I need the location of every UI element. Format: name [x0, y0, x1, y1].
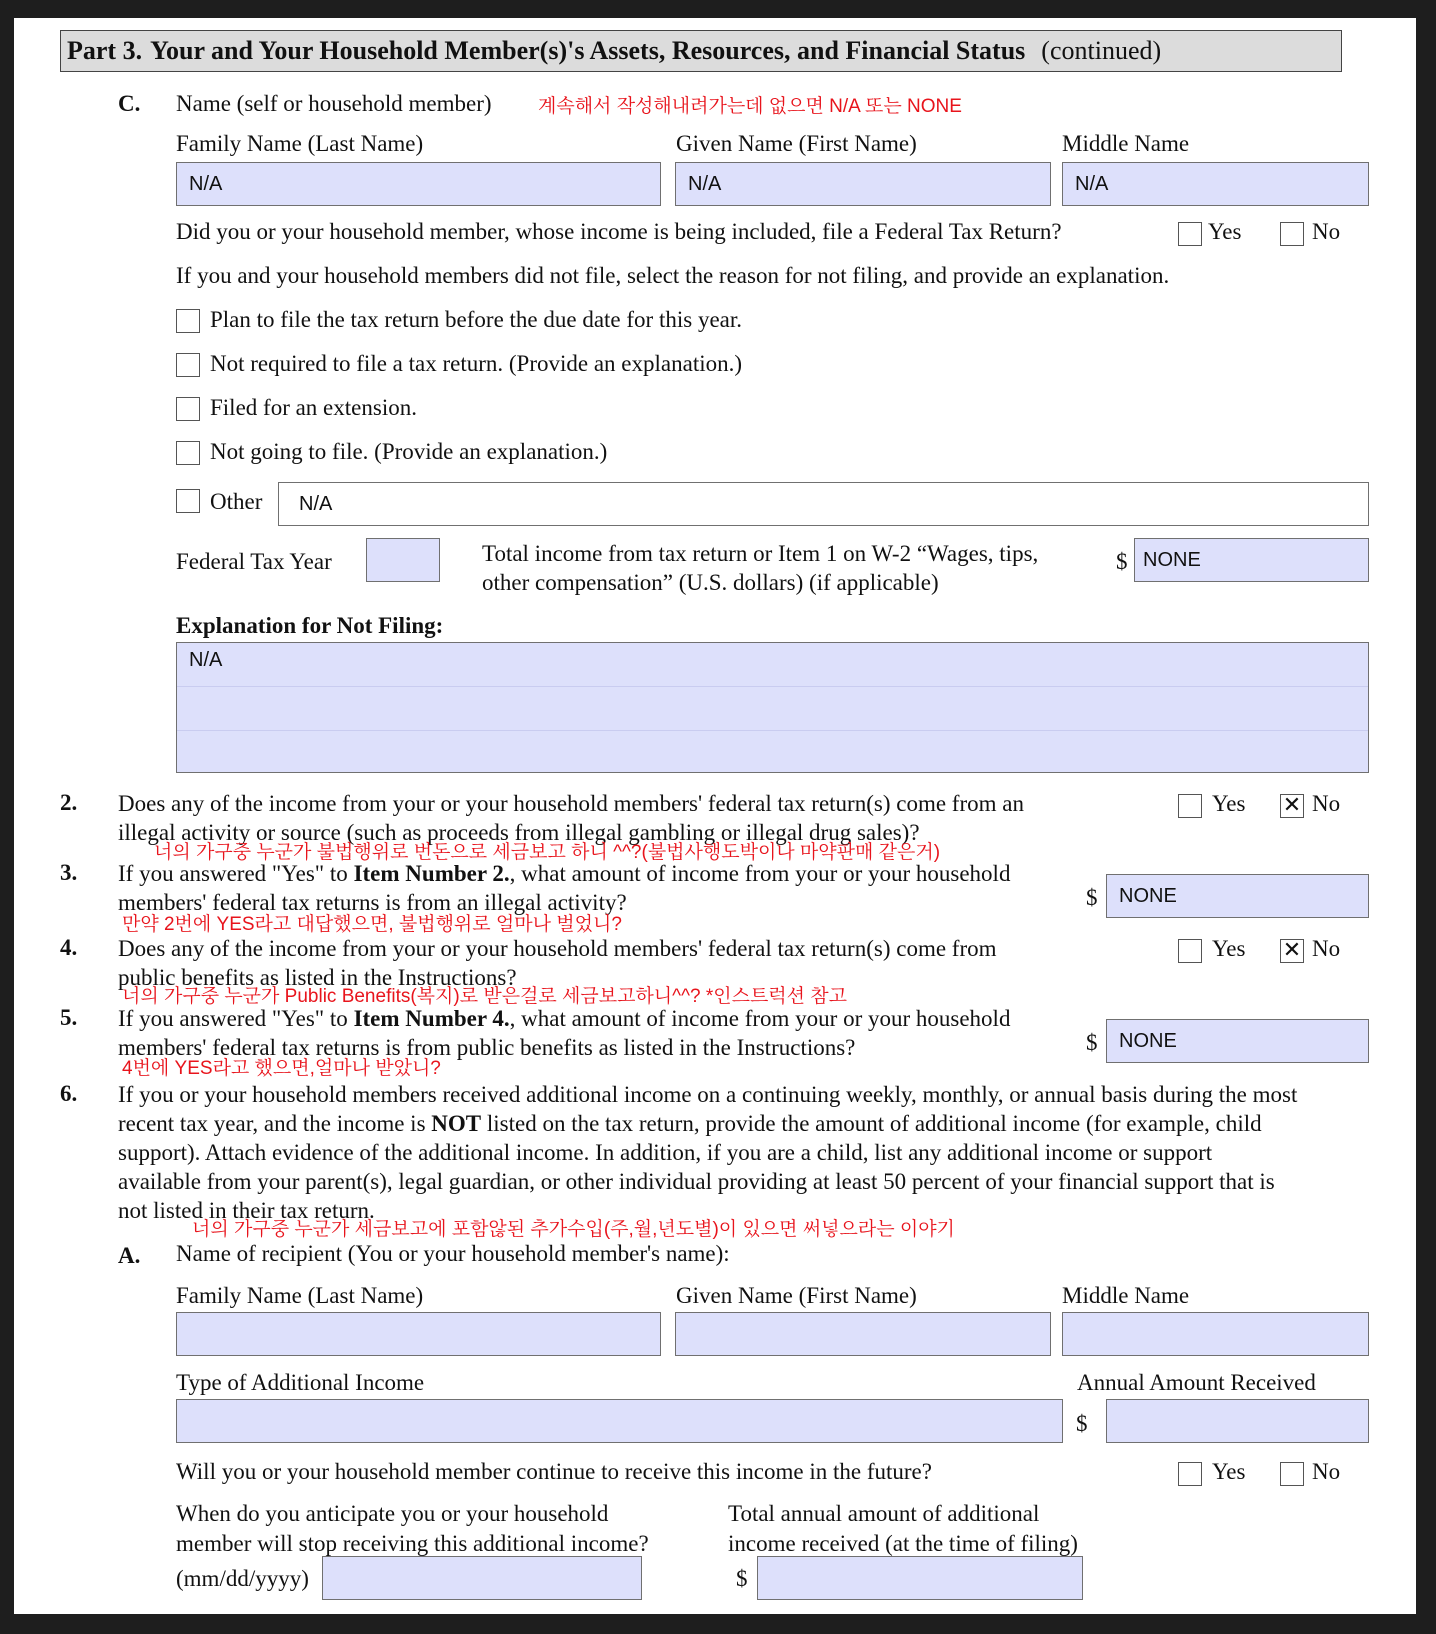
- filed-extension-checkbox[interactable]: [176, 397, 200, 421]
- recipient-middle-label: Middle Name: [1062, 1283, 1190, 1308]
- q6-line-5: not listed in their tax return.: [118, 1198, 375, 1223]
- q4-no-checkbox[interactable]: [1280, 939, 1304, 963]
- income-type-field[interactable]: [176, 1399, 1063, 1443]
- q4-no-label: No: [1312, 936, 1341, 961]
- stop-date-format: (mm/dd/yyyy): [176, 1566, 309, 1591]
- q6-line-1: If you or your household members received additional income on a continuing weekly, monthly, or annual basis during the most: [118, 1082, 1298, 1107]
- part-title: Your and Your Household Member(s)'s Assets, Resources, and Financial Status: [150, 36, 1026, 65]
- q4-number: 4.: [60, 935, 78, 960]
- continue-no-checkbox[interactable]: [1280, 1462, 1304, 1486]
- q3-line-1-bold: Item Number 2.: [353, 861, 510, 886]
- recipient-family-label: Family Name (Last Name): [176, 1283, 424, 1308]
- given-name-field[interactable]: N/A: [675, 162, 1051, 206]
- explanation-field[interactable]: [176, 642, 1369, 773]
- q2-no-checkbox[interactable]: [1280, 794, 1304, 818]
- q3-line-2: members' federal tax returns is from an illegal activity?: [118, 890, 627, 915]
- q6-line-3: support). Attach evidence of the additional income. In addition, if you are a child, list any additional income or support: [118, 1140, 1213, 1165]
- form-page: [14, 18, 1416, 1614]
- q5-line-1-pre: If you answered "Yes" to: [118, 1006, 354, 1031]
- q5-annotation: 4번에 YES라고 했으면,얼마나 받았니?: [122, 1058, 441, 1079]
- q2-line-2: illegal activity or source (such as proceeds from illegal gambling or illegal drug sales)?: [118, 820, 920, 845]
- plan-to-file-checkbox[interactable]: [176, 309, 200, 333]
- tax-return-question: Did you or your household member, whose income is being included, file a Federal Tax Return?: [176, 219, 1062, 244]
- middle-name-label: Middle Name: [1062, 131, 1190, 156]
- family-name-label: Family Name (Last Name): [176, 131, 424, 156]
- q6-number: 6.: [60, 1081, 78, 1106]
- income-type-label: Type of Additional Income: [176, 1370, 425, 1395]
- part-number: Part 3.: [67, 36, 143, 65]
- q3-amount-field[interactable]: NONE: [1106, 874, 1369, 918]
- q6-line-2: [118, 1110, 1262, 1137]
- q5-dollar-sign: $: [1086, 1030, 1098, 1055]
- q2-annotation: 너의 가구중 누군가 불법행위로 번돈으로 세금보고 하니 ^^?(불법사행도박이나 마약판매 같은거): [154, 842, 941, 863]
- q2-number: 2.: [60, 790, 78, 815]
- family-name-field[interactable]: N/A: [176, 162, 661, 206]
- other-field[interactable]: N/A: [278, 482, 1369, 526]
- annual-dollar-sign: $: [1076, 1411, 1088, 1436]
- not-required-checkbox[interactable]: [176, 353, 200, 377]
- q3-line-1-post: , what amount of income from your or your household: [509, 861, 1011, 886]
- field-line: [177, 686, 1368, 687]
- tax-return-no-label: No: [1312, 219, 1341, 244]
- total-additional-dollar: $: [736, 1566, 748, 1591]
- continue-yes-checkbox[interactable]: [1178, 1462, 1202, 1486]
- annotation-note: 계속해서 작성해내려가는데 없으면 N/A 또는 NONE: [538, 96, 962, 117]
- name-label: Name (self or household member): [176, 91, 492, 116]
- explanation-label: Explanation for Not Filing:: [176, 613, 444, 638]
- continue-yes-label: Yes: [1212, 1459, 1246, 1484]
- annual-amount-label: Annual Amount Received: [1077, 1370, 1316, 1395]
- annual-amount-field[interactable]: [1106, 1399, 1369, 1443]
- section-c-letter: C.: [118, 91, 141, 116]
- tax-return-yes-label: Yes: [1208, 219, 1242, 244]
- total-income-label-1: Total income from tax return or Item 1 on W-2 “Wages, tips,: [482, 541, 1039, 566]
- given-name-label: Given Name (First Name): [676, 131, 917, 156]
- total-additional-label-1: Total annual amount of additional: [728, 1501, 1040, 1526]
- q5-line-1-post: , what amount of income from your or your household: [509, 1006, 1011, 1031]
- tax-return-yes-checkbox[interactable]: [1178, 222, 1202, 246]
- q6-annotation: 너의 가구중 누군가 세금보고에 포함않된 추가수입(주,월,년도별)이 있으면 써넣으라는 이야기: [192, 1219, 955, 1240]
- recipient-middle-field[interactable]: [1062, 1312, 1369, 1356]
- plan-to-file-label: Plan to file the tax return before the due date for this year.: [210, 307, 742, 332]
- q5-amount-field[interactable]: NONE: [1106, 1019, 1369, 1063]
- q6-line-2-pre: recent tax year, and the income is: [118, 1111, 432, 1136]
- filed-extension-label: Filed for an extension.: [210, 395, 417, 420]
- q6-line-2-post: listed on the tax return, provide the amount of additional income (for example, child: [481, 1111, 1262, 1136]
- continue-no-label: No: [1312, 1459, 1341, 1484]
- explanation-value: N/A: [189, 649, 223, 671]
- q6-line-2-bold: NOT: [431, 1111, 482, 1136]
- q4-line-1: Does any of the income from your or your household members' federal tax return(s) come from: [118, 936, 997, 961]
- q2-line-1: Does any of the income from your or your household members' federal tax return(s) come from an: [118, 791, 1024, 816]
- recipient-given-field[interactable]: [675, 1312, 1051, 1356]
- total-additional-field[interactable]: [757, 1556, 1083, 1600]
- total-income-label-2: other compensation” (U.S. dollars) (if applicable): [482, 570, 939, 595]
- q3-line-1: [118, 860, 1010, 887]
- q4-yes-checkbox[interactable]: [1178, 939, 1202, 963]
- other-checkbox[interactable]: [176, 489, 200, 513]
- q4-yes-label: Yes: [1212, 936, 1246, 961]
- section-a-letter: A.: [118, 1243, 141, 1268]
- q5-number: 5.: [60, 1005, 78, 1030]
- stop-date-label-1: When do you anticipate you or your household: [176, 1501, 609, 1526]
- q4-line-2: public benefits as listed in the Instructions?: [118, 965, 517, 990]
- q5-line-2: members' federal tax returns is from public benefits as listed in the Instructions?: [118, 1035, 856, 1060]
- other-label: Other: [210, 489, 263, 514]
- not-going-to-file-label: Not going to file. (Provide an explanation.): [210, 439, 608, 464]
- recipient-given-label: Given Name (First Name): [676, 1283, 917, 1308]
- tax-year-field[interactable]: [366, 538, 440, 582]
- continue-question: Will you or your household member continue to receive this income in the future?: [176, 1459, 932, 1484]
- reason-intro: If you and your household members did not file, select the reason for not filing, and provide an explanation.: [176, 263, 1170, 288]
- q2-no-label: No: [1312, 791, 1341, 816]
- total-income-field[interactable]: NONE: [1134, 538, 1369, 582]
- tax-return-no-checkbox[interactable]: [1280, 222, 1304, 246]
- part-3-header: [60, 30, 1342, 72]
- q2-yes-label: Yes: [1212, 791, 1246, 816]
- q3-annotation: 만약 2번에 YES라고 대답했으면, 불법행위로 얼마나 벌었니?: [122, 914, 622, 935]
- q2-yes-checkbox[interactable]: [1178, 794, 1202, 818]
- not-going-to-file-checkbox[interactable]: [176, 441, 200, 465]
- not-required-label: Not required to file a tax return. (Provide an explanation.): [210, 351, 743, 376]
- q3-number: 3.: [60, 860, 78, 885]
- total-additional-label-2: income received (at the time of filing): [728, 1531, 1078, 1556]
- q5-line-1: [118, 1005, 1010, 1032]
- dollar-sign: $: [1116, 549, 1128, 574]
- recipient-family-field[interactable]: [176, 1312, 661, 1356]
- q3-line-1-pre: If you answered "Yes" to: [118, 861, 354, 886]
- q5-line-1-bold: Item Number 4.: [353, 1006, 510, 1031]
- recipient-label: Name of recipient (You or your household member's name):: [176, 1241, 730, 1266]
- q3-dollar-sign: $: [1086, 885, 1098, 910]
- middle-name-field[interactable]: N/A: [1062, 162, 1369, 206]
- stop-date-field[interactable]: [322, 1556, 642, 1600]
- field-line: [177, 730, 1368, 731]
- q6-line-4: available from your parent(s), legal guardian, or other individual providing at least 50 percent of your financial support that is: [118, 1169, 1275, 1194]
- stop-date-label-2: member will stop receiving this additional income?: [176, 1531, 649, 1556]
- q4-annotation: 너의 가구중 누군가 Public Benefits(복지)로 받은걸로 세금보고하니^^? *인스트럭션 참고: [122, 986, 847, 1007]
- tax-year-label: Federal Tax Year: [176, 549, 332, 574]
- part-suffix: (continued): [1041, 36, 1162, 65]
